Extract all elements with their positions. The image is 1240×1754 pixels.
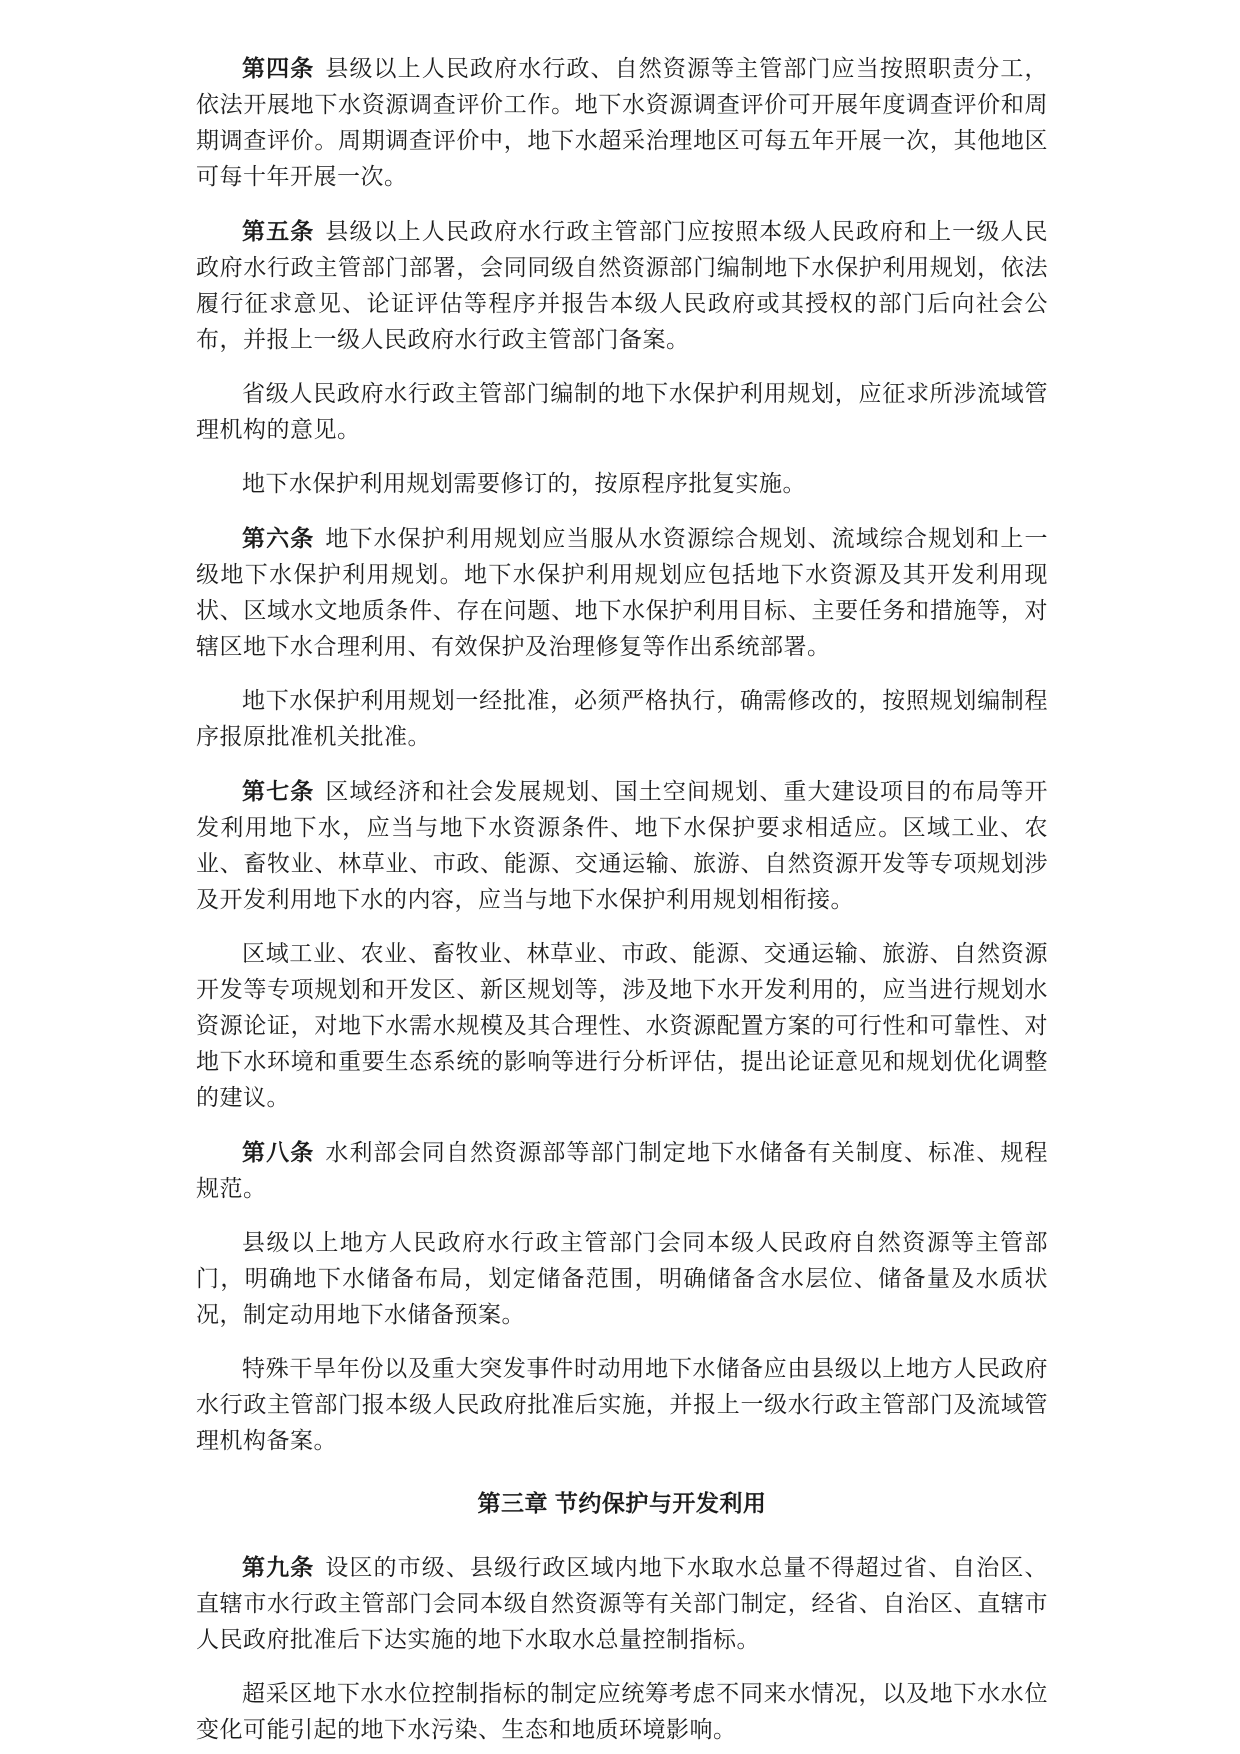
paragraph-article-8 — [196, 1134, 1048, 1207]
paragraph-text: 特殊干旱年份以及重大突发事件时动用地下水储备应由县级以上地方人民政府水行政主管部门报本级人民政府批准后实施，并报上一级水行政主管部门及流域管理机构备案。 — [196, 1356, 1048, 1453]
paragraph — [196, 683, 1048, 755]
article-number: 第五条 — [242, 218, 315, 244]
paragraph-article-7 — [196, 773, 1048, 918]
paragraph — [196, 1676, 1048, 1748]
paragraph — [196, 466, 1048, 502]
paragraph-text: 省级人民政府水行政主管部门编制的地下水保护利用规划，应征求所涉流域管理机构的意见。 — [196, 381, 1048, 442]
paragraph-text: 水利部会同自然资源部等部门制定地下水储备有关制度、标准、规程规范。 — [196, 1140, 1048, 1201]
paragraph-text: 县级以上人民政府水行政主管部门应按照本级人民政府和上一级人民政府水行政主管部门部署，会同同级自然资源部门编制地下水保护利用规划，依法履行征求意见、论证评估等程序并报告本级人民政府或其授权的部门后向社会公布，并报上一级人民政府水行政主管部门备案。 — [196, 219, 1048, 352]
paragraph-text: 县级以上地方人民政府水行政主管部门会同本级人民政府自然资源等主管部门，明确地下水储备布局，划定储备范围，明确储备含水层位、储备量及水质状况，制定动用地下水储备预案。 — [196, 1230, 1048, 1327]
paragraph-text: 设区的市级、县级行政区域内地下水取水总量不得超过省、自治区、直辖市水行政主管部门会同本级自然资源等有关部门制定，经省、自治区、直辖市人民政府批准后下达实施的地下水取水总量控制指标。 — [196, 1555, 1048, 1652]
paragraph-article-4 — [196, 50, 1048, 195]
chapter-heading: 第三章 节约保护与开发利用 — [477, 1490, 767, 1516]
paragraph-text: 区域经济和社会发展规划、国土空间规划、重大建设项目的布局等开发利用地下水，应当与地下水资源条件、地下水保护要求相适应。区域工业、农业、畜牧业、林草业、市政、能源、交通运输、旅游、自然资源开发等专项规划涉及开发利用地下水的内容，应当与地下水保护利用规划相衔接。 — [196, 779, 1048, 912]
paragraph-article-6 — [196, 520, 1048, 665]
article-number: 第八条 — [242, 1139, 315, 1165]
document-page — [196, 0, 1048, 1748]
article-number: 第七条 — [242, 778, 315, 804]
paragraph-text: 区域工业、农业、畜牧业、林草业、市政、能源、交通运输、旅游、自然资源开发等专项规划和开发区、新区规划等，涉及地下水开发利用的，应当进行规划水资源论证，对地下水需水规模及其合理性、水资源配置方案的可行性和可靠性、对地下水环境和重要生态系统的影响等进行分析评估，提出论证意见和规划优化调整的建议。 — [196, 941, 1048, 1110]
paragraph-text: 超采区地下水水位控制指标的制定应统筹考虑不同来水情况，以及地下水水位变化可能引起的地下水污染、生态和地质环境影响。 — [196, 1681, 1048, 1742]
paragraph-text: 地下水保护利用规划需要修订的，按原程序批复实施。 — [242, 471, 806, 496]
paragraph-article-9 — [196, 1549, 1048, 1658]
paragraph-text: 地下水保护利用规划一经批准，必须严格执行，确需修改的，按照规划编制程序报原批准机关批准。 — [196, 688, 1048, 749]
paragraph — [196, 1351, 1048, 1459]
paragraph — [196, 1225, 1048, 1333]
paragraph-text: 地下水保护利用规划应当服从水资源综合规划、流域综合规划和上一级地下水保护利用规划。地下水保护利用规划应包括地下水资源及其开发利用现状、区域水文地质条件、存在问题、地下水保护利用目标、主要任务和措施等，对辖区地下水合理利用、有效保护及治理修复等作出系统部署。 — [196, 526, 1048, 659]
article-number: 第六条 — [242, 525, 315, 551]
paragraph — [196, 376, 1048, 448]
article-number: 第四条 — [242, 55, 315, 81]
article-number: 第九条 — [242, 1554, 315, 1580]
paragraph-text: 县级以上人民政府水行政、自然资源等主管部门应当按照职责分工，依法开展地下水资源调查评价工作。地下水资源调查评价可开展年度调查评价和周期调查评价。周期调查评价中，地下水超采治理地区可每五年开展一次，其他地区可每十年开展一次。 — [196, 56, 1048, 189]
paragraph-article-5 — [196, 213, 1048, 358]
paragraph — [196, 936, 1048, 1116]
